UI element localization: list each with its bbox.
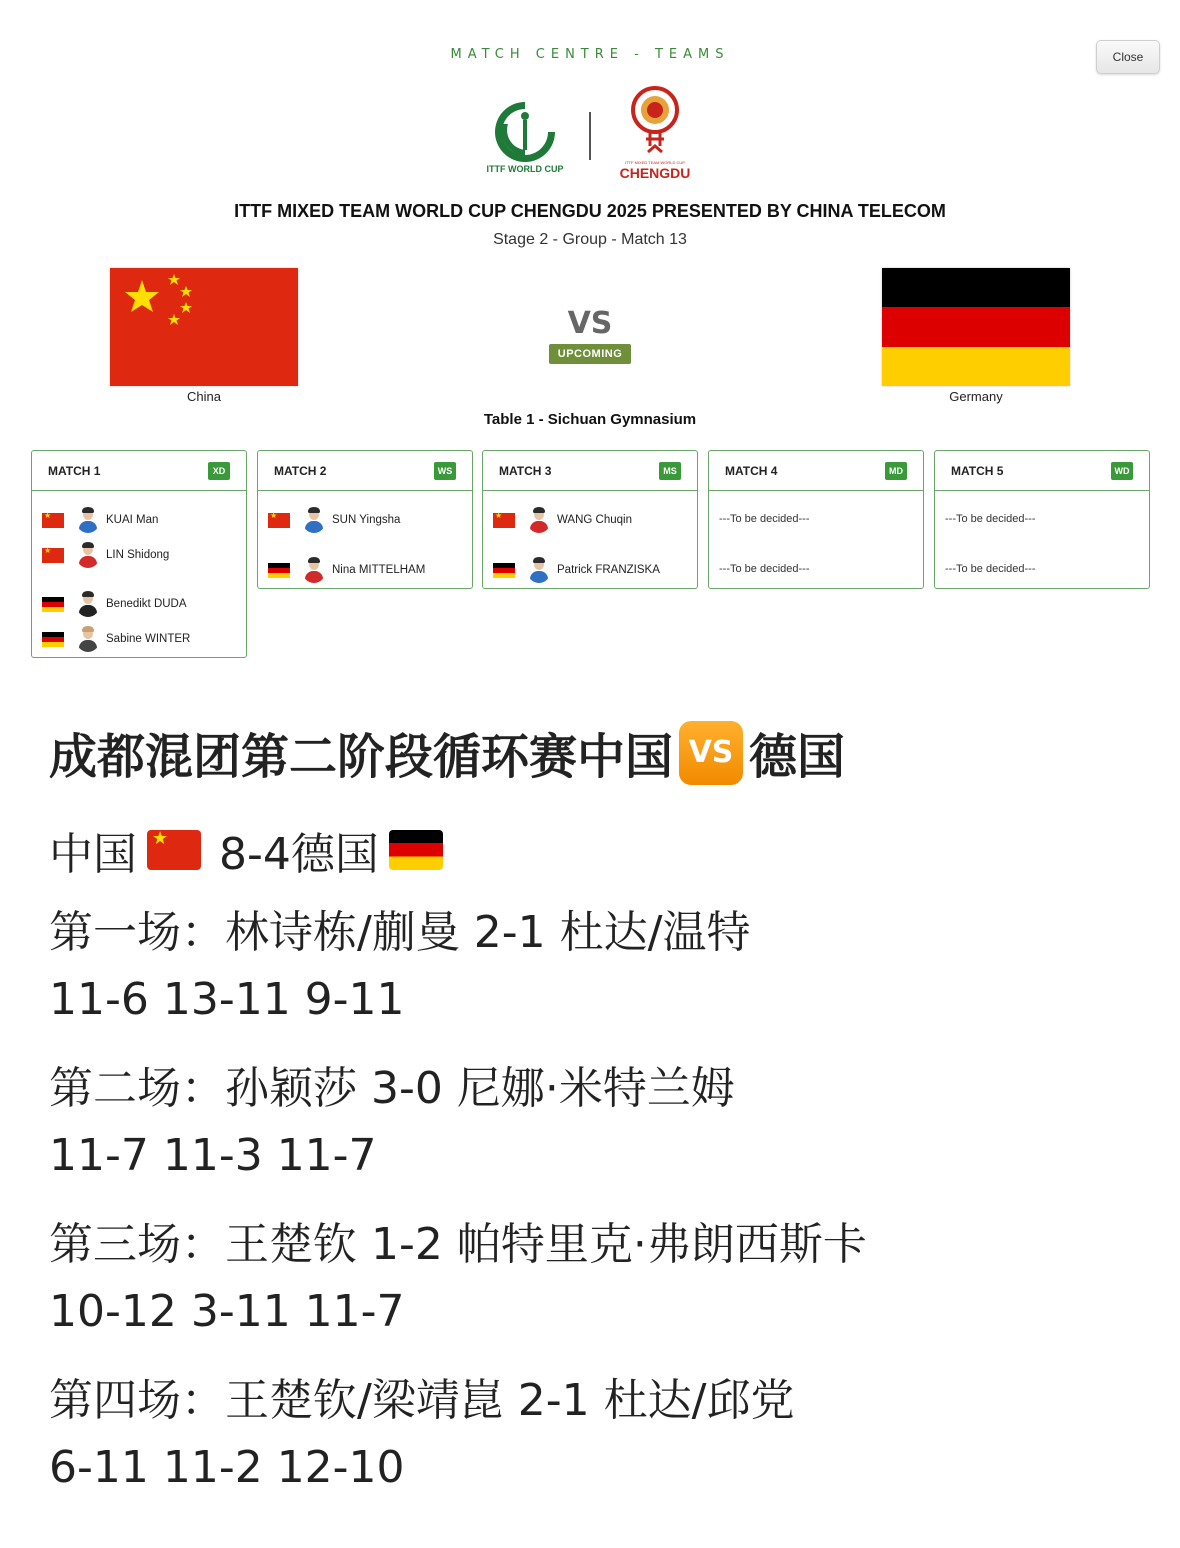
vs-emoji-icon: VS: [679, 721, 743, 785]
vs-label: VS: [567, 306, 613, 341]
player-avatar: [76, 591, 100, 617]
china-flag-icon: [147, 830, 201, 870]
event-subtitle: Stage 2 - Group - Match 13: [493, 231, 687, 248]
svg-text:ITTF WORLD CUP: ITTF WORLD CUP: [486, 164, 564, 174]
player-name: Benedikt DUDA: [106, 598, 187, 610]
result-line-1: 第一场：林诗栋/蒯曼 2-1 杜达/温特: [49, 907, 751, 958]
overall-score-line: [49, 818, 453, 882]
event-title: ITTF MIXED TEAM WORLD CUP CHENGDU 2025 PRESENTED BY CHINA TELECOM: [234, 201, 946, 221]
summary-title-right: 德国: [749, 729, 846, 785]
player-row: [268, 557, 425, 583]
germany-flag-icon: [42, 632, 64, 647]
match-card-header: [483, 451, 697, 491]
svg-text:CHENGDU: CHENGDU: [619, 165, 691, 181]
player-row: [493, 507, 632, 533]
match-title: MATCH 3: [499, 464, 552, 478]
player-row: [42, 507, 158, 533]
match-card-header: [709, 451, 923, 491]
player-name: KUAI Man: [106, 514, 159, 526]
venue-label: Table 1 - Sichuan Gymnasium: [483, 411, 697, 428]
logo-divider: [589, 112, 591, 160]
germany-flag-icon: [42, 597, 64, 612]
player-tbd: ---To be decided---: [719, 563, 810, 575]
player-name: SUN Yingsha: [332, 514, 401, 526]
player-tbd: ---To be decided---: [719, 513, 810, 525]
match-type-badge: MD: [885, 462, 907, 480]
match-card-header: [935, 451, 1149, 491]
player-name: Sabine WINTER: [106, 633, 191, 645]
match-title: MATCH 1: [48, 464, 101, 478]
germany-flag-icon: [389, 830, 443, 870]
team-name-home: China: [187, 389, 221, 404]
match-title: MATCH 5: [951, 464, 1004, 478]
match-type-badge: WD: [1111, 462, 1133, 480]
player-row: [268, 507, 400, 533]
match-type-badge: WS: [434, 462, 456, 480]
summary-title: [49, 718, 845, 787]
germany-flag-icon: [493, 563, 515, 578]
result-scores-2: 11-7 11-3 11-7: [49, 1130, 377, 1181]
score-team-home: 中国: [49, 829, 137, 880]
china-flag-icon: [268, 513, 290, 528]
china-flag-icon: [42, 548, 64, 563]
player-name: Patrick FRANZISKA: [557, 564, 660, 576]
player-name: LIN Shidong: [106, 549, 170, 561]
player-row: [42, 542, 169, 568]
team-name-away: Germany: [949, 389, 1003, 404]
result-line-2: 第二场：孙颖莎 3-0 尼娜·米特兰姆: [49, 1063, 735, 1114]
player-row: [42, 591, 187, 617]
match-title: MATCH 4: [725, 464, 778, 478]
match-type-badge: XD: [208, 462, 230, 480]
player-avatar: [527, 557, 551, 583]
match-card-4[interactable]: [708, 450, 924, 589]
player-tbd: ---To be decided---: [945, 513, 1036, 525]
match-card-header: [258, 451, 472, 491]
match-card-1[interactable]: [31, 450, 247, 658]
player-avatar: [302, 507, 326, 533]
page-kicker: MATCH CENTRE - TEAMS: [450, 47, 730, 62]
world-cup-logo-icon: [480, 96, 570, 178]
chengdu-logo-icon: [610, 84, 700, 188]
china-flag-icon: [110, 268, 298, 386]
player-avatar: [527, 507, 551, 533]
result-scores-1: 11-6 13-11 9-11: [49, 974, 405, 1025]
player-avatar: [76, 542, 100, 568]
result-scores-3: 10-12 3-11 11-7: [49, 1286, 405, 1337]
match-card-5[interactable]: [934, 450, 1150, 589]
match-card-2[interactable]: [257, 450, 473, 589]
result-line-3: 第三场：王楚钦 1-2 帕特里克·弗朗西斯卡: [49, 1219, 867, 1270]
china-flag-icon: [493, 513, 515, 528]
player-row: [42, 626, 190, 652]
status-badge: UPCOMING: [549, 344, 631, 364]
match-title: MATCH 2: [274, 464, 327, 478]
player-row: [493, 557, 660, 583]
match-card-3[interactable]: [482, 450, 698, 589]
player-tbd: ---To be decided---: [945, 563, 1036, 575]
china-flag-icon: [42, 513, 64, 528]
summary-title-left: 成都混团第二阶段循环赛中国: [49, 729, 674, 785]
event-logos: [470, 84, 710, 190]
svg-text:ITTF MIXED TEAM WORLD CUP: ITTF MIXED TEAM WORLD CUP: [625, 160, 685, 165]
close-button[interactable]: Close: [1096, 40, 1160, 74]
result-line-4: 第四场：王楚钦/梁靖崑 2-1 杜达/邱党: [49, 1375, 795, 1426]
player-avatar: [302, 557, 326, 583]
player-name: Nina MITTELHAM: [332, 564, 426, 576]
player-name: WANG Chuqin: [557, 514, 632, 526]
result-scores-4: 6-11 11-2 12-10: [49, 1442, 405, 1493]
player-avatar: [76, 507, 100, 533]
match-card-header: [32, 451, 246, 491]
germany-flag-icon: [268, 563, 290, 578]
germany-flag-icon: [882, 268, 1070, 386]
score-value: 8-4德国: [219, 829, 379, 880]
player-avatar: [76, 626, 100, 652]
match-type-badge: MS: [659, 462, 681, 480]
